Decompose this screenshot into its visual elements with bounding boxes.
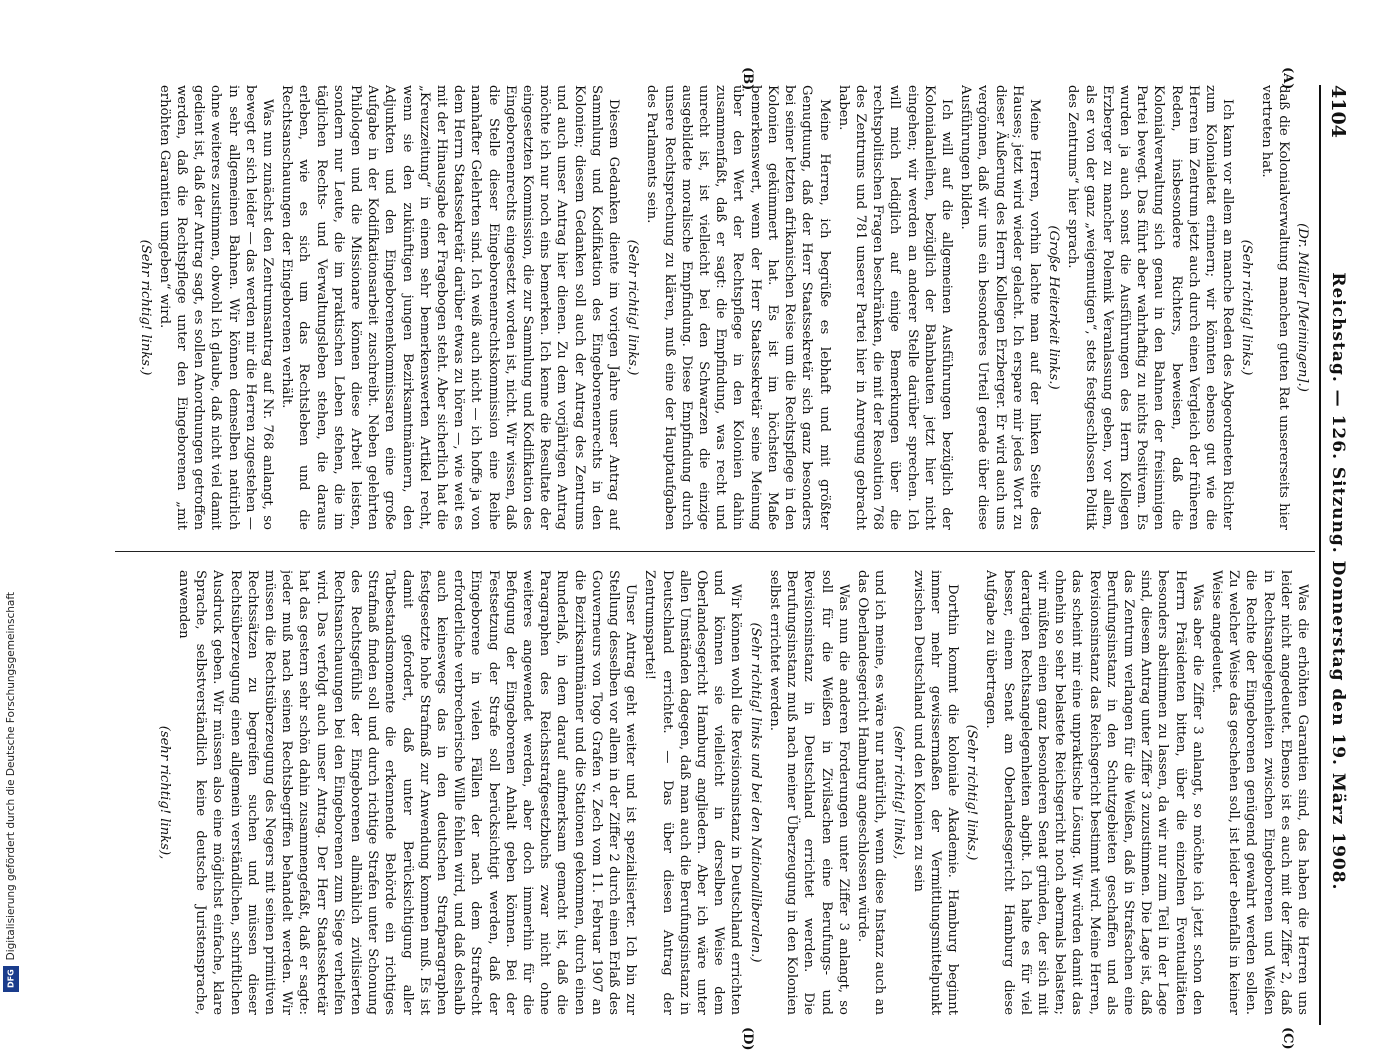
paragraph: Dorthin kommt die koloniale Akademie. Hamburg beginnt immer mehr gewissermaßen der Vermittlungsmittelpunkt zwischen Deutschland und den Kolonien zu sein <box>910 570 960 1015</box>
page-number: 4104 <box>1327 85 1349 138</box>
paragraph: Ich will auf die allgemeinen Ausführungen bezüglich der Kolonialanleihen, bezüglich der Bahnbauten jetzt hier nicht eingehen; wir werden an anderer Stelle darüber sprechen. Ich will mich lediglich auf einige Bemerkungen über die rechtspolitischen Fragen beschränken, die mit der Resolution 768 des Zentrums und 781 unserer Partei hier in Anregung gebracht haben. <box>835 85 954 530</box>
margin-marker-b: (B) <box>740 67 755 91</box>
paragraph: Was nun die anderen Forderungen unter Ziffer 3 anlangt, so soll für die Weißen in Zivilsachen eine Berufungs- und Revisionsinstanz in Deutschland errichtet werden. Die Berufungsinstanz muß nach meiner Überzeugung in den Kolonien selbst errichtet werden. <box>766 570 851 1015</box>
margin-marker-c: (C) <box>1280 1027 1295 1050</box>
right-column <box>121 570 1311 1015</box>
interjection: (Große Heiterkeit links.) <box>1046 225 1062 390</box>
speaker-label: (Dr. Müller [Meiningen].) <box>1295 223 1310 392</box>
margin-marker-a: (A) <box>1280 67 1295 90</box>
paragraph: Was die erhöhten Garantien sind, das haben die Herren uns leider nicht angedeutet. Ebenso ist es auch mit der Ziffer 2, daß in Rechtsangelegenheiten zwischen Eingeborenen und Weißen die Rechte der Eingeborenen genügend gewahrt werden sollen. Zu welcher Weise das geschehen soll, ist leider ebenfalls in keiner Weise angedeutet. <box>1208 570 1310 1015</box>
paragraph: Was nun zunächst den Zentrumsantrag auf Nr. 768 anlangt, so bewegt er sich leider — das werden mir die Herren zugestehen — in sehr allgemeinen Bahnen. Wir können demselben natürlich ohne weiteres zustimmen, obwohl ich glaube, daß nicht viel damit gedient ist, daß der Antrag sagt, es sollen Anordnungen getroffen werden, daß die Rechtspflege unter den Eingeborenen „mit erhöhten Garantien umgeben“ wird. <box>156 85 276 530</box>
interjection: (Sehr richtig! links.) <box>1239 239 1255 376</box>
interjection: (Sehr richtig! links.) <box>964 724 980 861</box>
digitization-credit-text: Digitalisierung gefördert durch die Deutsche Forschungsgemeinschaft <box>5 591 17 960</box>
interjection: (sehr richtig! links), <box>156 725 172 860</box>
page-header <box>1319 85 1355 1025</box>
digitization-credit-strip <box>0 0 22 1000</box>
dfg-logo: DFG <box>3 966 19 992</box>
paragraph: und ich meine, es wäre nur natürlich, wenn diese Instanz auch an das Oberlandesgericht Hamburg angeschlossen würde. <box>854 570 888 1015</box>
paragraph: Ich kann vor allem an manche Reden des Abgeordneten Richter zum Kolonialetat erinnern; wir könnten ebenso gut wie die Herren im Zentrum jetzt auch durch einen Vergleich der früheren Reden, insbesondere Richters, beweisen, daß die Kolonialverwaltung sich genau in den Bahnen der freisinnigen Partei bewegt. Das führt aber wahrhaftig zu nichts Positivem. Es wurden ja auch sonst die Ausführungen des Herrn Kollegen Erzberger zu mancher Polemik Veranlassung geben, vor allem, als er von der ganz „weigemutigen“, stets festgeschlossen Politik des Zentrums“ hier sprach. <box>1065 85 1236 530</box>
rotated-page <box>105 67 1355 1051</box>
interjection: (Sehr richtig! links und bei den Nationalliberalen.) <box>747 622 763 963</box>
paragraph: Diesem Gedanken diente im vorigen Jahre unser Antrag auf Sammlung und Kodifikation des Eingeborenenrechts in den Kolonien; diesem Gedanken soll auch der Antrag des Zentrums und auch unser Antrag hier dienen. Zu dem vorjährigen Antrag möchte ich nur noch eins bemerken. Ich kenne die Resultate der eingesetzten Kommission, die zur Sammlung und Kodifikation des Eingeborenenrechts eingesetzt worden ist, nicht. Wir wissen, daß die Stelle dieser Eingeborenenrechtskommission eine Reihe namhafter Gelehrten sind. Ich weiß auch nicht — ich hoffe ja von dem Herrn Staatssekretär darüber etwas zu hören —, wie weit es mit der Hinausgabe der Fragebogen steht. Aber sicherlich hat die „Kreuzzeitung“ in einem sehr bemerkenswerten Artikel recht, wenn sie den zukünftigen jungen Bezirksamtmännern, den Adjunkten und den Eingeborenenkommissaren eine große Aufgabe in der Kodifikationsarbeit zuschreibt. Neben gelehrten Philologen und die Missionare können diese Arbeit leisten, sondern nur Leute, die im praktischen Leben stehen, die im täglichen Rechts- und Verwaltungsleben stehen, die daraus erleben, wie es sich um das Rechtsleben und die Rechtsanschauungen der Eingeborenen verhält. <box>279 85 622 530</box>
paragraph: Meine Herren, ich begrüße es lebhaft und mit größter Genugtuung, daß der Herr Staatssekretär sich ganz besonders bei seiner letzten afrikanischen Reise um die Rechtspflege in den Kolonien gekümmert hat. Es ist im höchsten Maße bemerkenswert, wenn der Herr Staatssekretär seine Meinung über den Wert der Rechtspflege in den Kolonien dahin zusammenfaßt, daß er sagt: die Empfindung, was recht und unrecht ist, ist vielleicht bei den Schwarzen die einzige ausgebildete moralische Empfindung. Diese Empfindung durch unsere Rechtsprechung zu klären, muß eine der Hauptaufgaben des Parlaments sein. <box>644 85 832 530</box>
paragraph: Was aber die Ziffer 3 anlangt, so möchte ich jetzt schon den Herrn Präsidenten bitten, über die einzelnen Eventualitäten besonders abstimmen zu lassen, da wir nur zum Teil in der Lage sind, diesem Antrag unter Ziffer 3 zuzustimmen. Die Lage ist, daß das Zentrum verlangen für die Weißen, daß in Strafsachen eine Berufungsinstanz in den Schutzgebieten geschaffen und als Revisionsinstanz das Reichsgericht bestimmt wird. Meine Herren, das scheint mir eine unpraktische Lösung. Wir würden damit das ohnehin so sehr belastete Reichsgericht noch abermals belasten; wir müßten einen ganz besonderen Senat gründen, der sich mit derartigen Rechtsangelegenheiten abgibt. Ich halte es für viel besser, einem Senat am Oberlandesgericht Hamburg diese Aufgabe zu übertragen. <box>983 570 1205 1015</box>
interjection: (Sehr richtig! links.) <box>137 239 153 376</box>
paragraph: daß die Kolonialverwaltung manchen guten Rat unsererseits hier vertreten hat. <box>1258 85 1291 530</box>
page-title: Reichstag. — 126. Sitzung. Donnerstag den 19. März 1908. <box>1328 272 1348 891</box>
paragraph: Wir können wohl die Revisionsinstanz in Deutschland errichten und können sie vielleicht in derselben Weise dem Oberlandesgericht Hamburg angliedern. Aber ich wäre unter allen Umständen dagegen, daß man auch die Berufungsinstanz in Deutschland errichtet. — Das über diesen Antrag der Zentrumspartei! <box>642 570 744 1015</box>
interjection: (sehr richtig! links), <box>891 725 907 860</box>
left-column <box>121 85 1311 530</box>
paragraph: Unser Antrag geht weiter und ist spezialisierter. Ich bin zur Stellung desselben vor allem in der Ziffer 2 durch einen Erlaß des Gouverneurs von Togo Grafen v. Zech vom 11. Februar 1907 an die Bezirksamtmänner und die Stationen gekommen, durch einen Runderlaß, in dem darauf aufmerksam gemacht ist, daß die Paragraphen des Reichsstrafgesetzbuchs zwar nicht ohne weiteres angewendet werden, aber doch immerhin für die Befugung der Eingeborenen Anhalt geben können. Bei der Festsetzung der Strafe soll berücksichtigt werden, daß der Eingeborene in vielen Fällen der nach dem Strafrecht erforderliche verbrecherische Wille fehlen wird, und daß deshalb auch keineswegs das in den deutschen Strafparagraphen festgesetzte hohe Strafmaß zur Anwendung kommen muß. Es ist damit gefordert, daß unter Berücksichtigung aller Tatbestandsmomente die erkennende Behörde ein richtiges Strafmaß finden soll und durch richtige Strafen unter Schonung des Rechtsgefühls der Eingeborenen allmählich zivilisierten Rechtsanschauungen bei den Eingeborenen zum Siege verhelfen wird. Das verfolgt auch unser Antrag. Der Herr Staatssekretär hat das gestern sehr schön dahin zusammengefaßt, daß er sagte: jeder muß nach seinen Rechtsbegriffen behandelt werden. Wir müssen die Rechtsüberzeugung des Negers mit seinen primitiven Rechtssätzen zu begreifen suchen und müssen dieser Rechtsüberzeugung einen allgemein verständlichen, schriftlichen Ausdruck geben. Wir müssen also eine möglichst einfache, klare Sprache, selbstverständlich keine deutsche Juristensprache, anwenden <box>176 570 639 1015</box>
column-divider <box>115 551 1315 552</box>
margin-marker-d: (D) <box>740 1027 755 1051</box>
paragraph: Meine Herren, vorhin lachte man auf der linken Seite des Hauses; jetzt wird wieder gelacht. Ich erspare mir jedes Wort zu dieser Äußerung des Herrn Kollegen Erzberger. Er wird auch uns vergönnen, daß wir uns ein besonderes Urteil gerade über diese Ausführungen bilden. <box>958 85 1042 530</box>
interjection: (Sehr richtig! links.) <box>625 239 641 376</box>
